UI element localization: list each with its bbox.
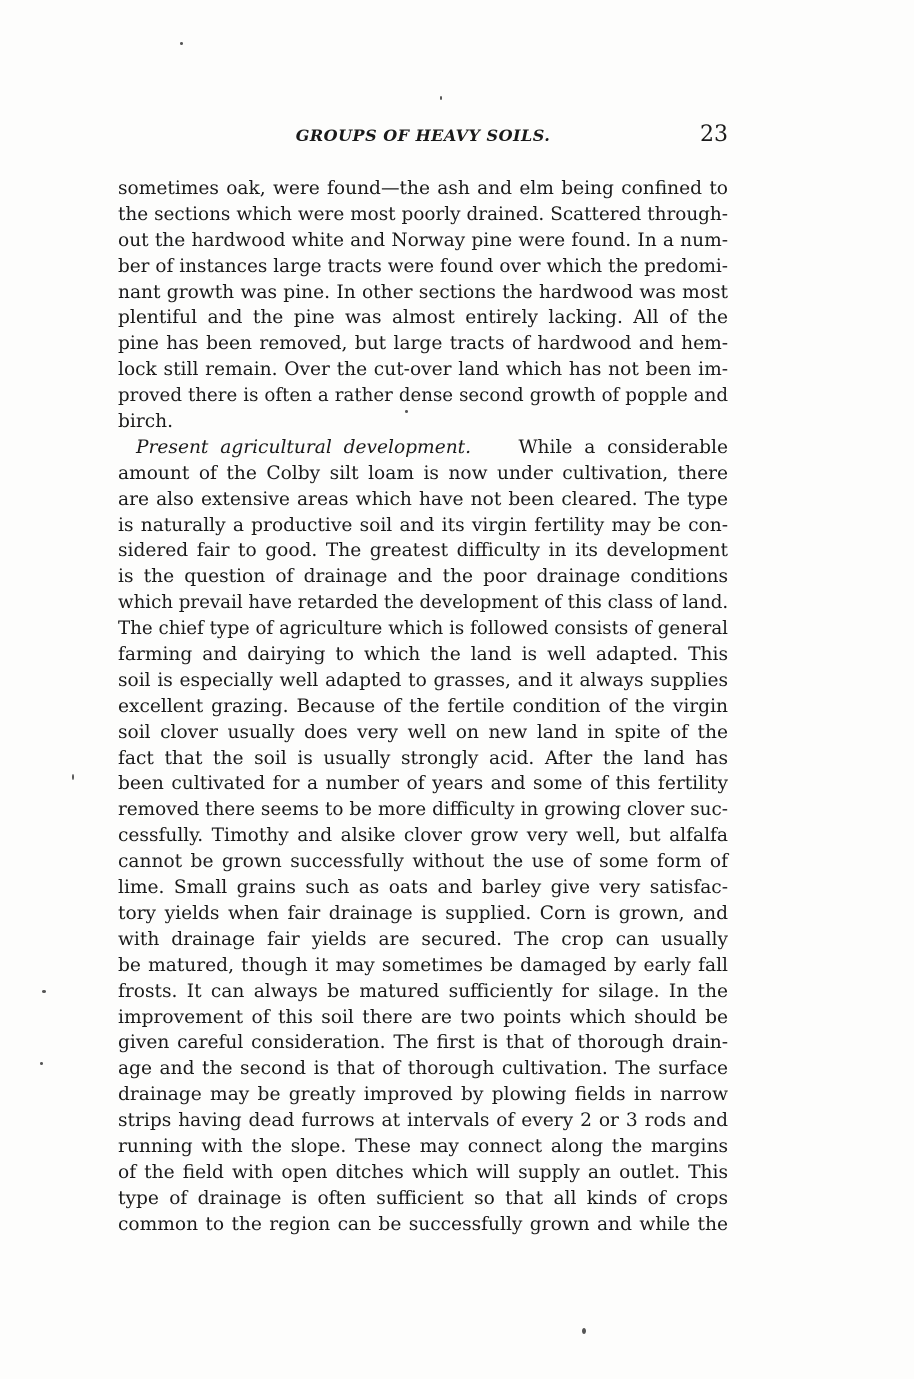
page-number: 23 (700, 122, 728, 147)
text-line: sometimes oak, were found—the ash and elm being confined to (118, 178, 728, 199)
text-line: running with the slope. These may connect along the margins (118, 1135, 728, 1157)
text-line: the sections which were most poorly drained. Scattered through- (118, 203, 728, 225)
text-line: with drainage fair yields are secured. The crop can usually (118, 928, 728, 950)
text-line: cannot be grown successfully without the use of some form of (118, 851, 728, 873)
text-line: cessfully. Timothy and alsike clover grow very well, but alfalfa (118, 825, 728, 847)
text-line: proved there is often a rather dense second growth of popple and (118, 385, 728, 407)
text-line: farming and dairying to which the land is well adapted. This (118, 644, 728, 666)
text-line: nant growth was pine. In other sections the hardwood was most (118, 281, 728, 303)
text-line: been cultivated for a number of years and some of this fertility (118, 773, 728, 795)
text-line: is the question of drainage and the poor drainage conditions (118, 566, 728, 588)
text-line: are also extensive areas which have not been cleared. The type (118, 488, 728, 510)
text-line: drainage may be greatly improved by plowing fields in narrow (118, 1084, 728, 1106)
text-line: birch. (118, 411, 174, 433)
text-line: is naturally a productive soil and its virgin fertility may be con- (118, 514, 728, 536)
text-line: of the field with open ditches which will supply an outlet. This (118, 1161, 728, 1183)
text-line: ber of instances large tracts were found over which the predomi- (118, 255, 728, 277)
text-line: frosts. It can always be matured sufficiently for silage. In the (118, 980, 728, 1002)
print-speck (42, 990, 46, 993)
text-line: improvement of this soil there are two points which should be (118, 1006, 728, 1028)
text-line: removed there seems to be more difficulty in growing clover suc- (118, 799, 728, 821)
print-speck (180, 42, 183, 45)
print-speck (440, 96, 442, 100)
print-speck (582, 1328, 586, 1334)
text-line: type of drainage is often sufficient so that all kinds of crops (118, 1187, 728, 1209)
text-line: plentiful and the pine was almost entirely lacking. All of the (118, 307, 728, 329)
paragraph-heading: Present agricultural development. (136, 436, 472, 458)
text-line: tory yields when fair drainage is supplied. Corn is grown, and (118, 902, 728, 924)
paragraph-heading-line (118, 435, 728, 461)
text-line: lock still remain. Over the cut-over land which has not been im- (118, 359, 728, 381)
text-line: soil clover usually does very well on new land in spite of the (118, 721, 728, 743)
text-line: which prevail have retarded the development of this class of land. (118, 592, 729, 614)
text-line: fact that the soil is usually strongly acid. After the land has (118, 747, 728, 769)
text-line: lime. Small grains such as oats and barley give very satisfac- (118, 877, 728, 899)
text-line: strips having dead furrows at intervals of every 2 or 3 rods and (118, 1110, 728, 1132)
running-head (118, 122, 728, 152)
text-line: common to the region can be successfully grown and while the (118, 1213, 728, 1235)
text-line: given careful consideration. The first is that of thorough drain- (118, 1032, 728, 1054)
running-title: GROUPS OF HEAVY SOILS. (295, 126, 551, 145)
text-line: age and the second is that of thorough cultivation. The surface (118, 1058, 728, 1080)
text-line: amount of the Colby silt loam is now under cultivation, there (118, 462, 728, 484)
print-speck (40, 1062, 43, 1065)
body-text (118, 176, 728, 1238)
text-line: pine has been removed, but large tracts of hardwood and hem- (118, 333, 728, 355)
print-speck (72, 774, 74, 780)
text-line-rest: While a considerable (518, 436, 728, 458)
text-line: sidered fair to good. The greatest difficulty in its development (118, 540, 728, 562)
text-line: excellent grazing. Because of the fertile condition of the virgin (118, 695, 728, 717)
text-line: out the hardwood white and Norway pine were found. In a num- (118, 229, 728, 251)
text-line: be matured, though it may sometimes be damaged by early fall (118, 954, 728, 976)
text-line: soil is especially well adapted to grasses, and it always supplies (118, 669, 728, 691)
text-line: The chief type of agriculture which is followed consists of general (118, 618, 728, 640)
